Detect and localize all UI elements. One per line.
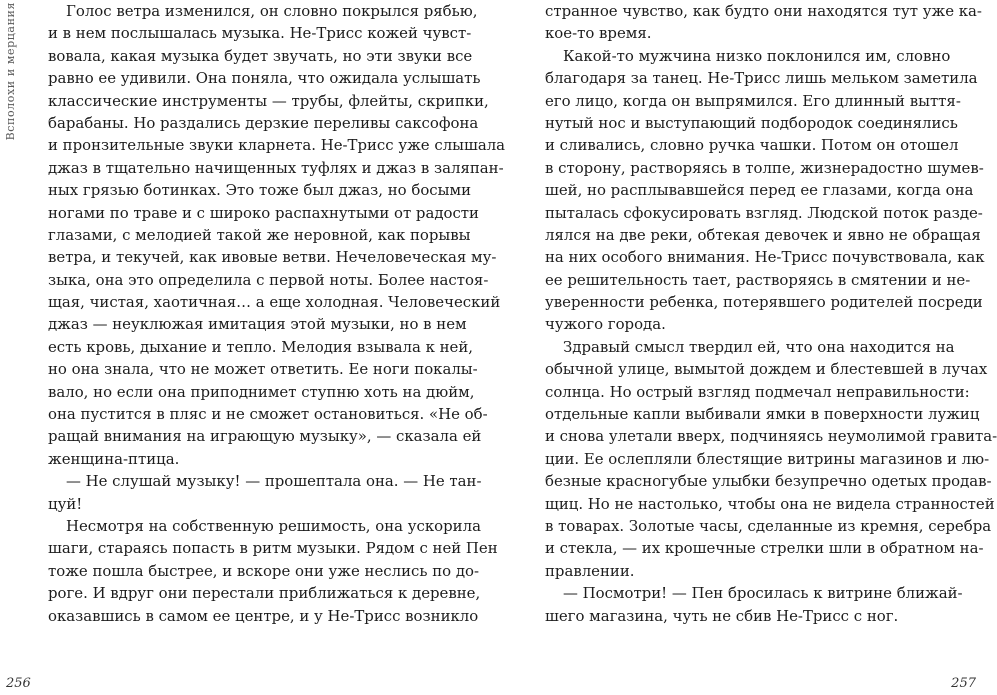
text-line: в товарах. Золотые часы, сделанные из кремня, серебра [545,516,992,535]
left-page-text [48,0,506,627]
text-line: его лицо, когда он выпрямился. Его длинный выття- [545,91,961,110]
text-line: ногами по траве и с широко распахнутыми от радости [48,203,479,222]
text-line: ращай внимания на играющую музыку», — сказала ей [48,427,482,446]
text-line: шаги, стараясь попасть в ритм музыки. Рядом с ней Пен [48,539,498,558]
text-line: Какой-то мужчина низко поклонился им, словно [563,46,951,65]
text-line: правлении. [545,561,635,580]
text-line: роге. И вдруг они перестали приближаться к деревне, [48,584,481,603]
text-line: пыталась сфокусировать взгляд. Людской поток разде- [545,203,983,222]
text-line: шего магазина, чуть не сбив Не-Трисс с ног. [545,606,899,625]
text-line: на них особого внимания. Не-Трисс почувствовала, как [545,248,985,267]
text-line: и сливались, словно ручка чашки. Потом он отошел [545,136,959,155]
text-line: — Посмотри! — Пен бросилась к витрине ближай- [563,584,963,603]
text-line: щая, чистая, хаотичная… а еще холодная. Человеческий [48,293,501,312]
text-line: и стекла, — их крошечные стрелки шли в обратном на- [545,539,984,558]
text-line: джаз в тщательно начищенных туфлях и джаз в заляпан- [48,158,504,177]
text-line: чужого города. [545,315,666,334]
text-line: нутый нос и выступающий подбородок соединялись [545,113,958,132]
text-line: шей, но расплывавшейся перед ее глазами, когда она [545,181,974,200]
text-line: Здравый смысл твердил ей, что она находится на [563,337,955,356]
text-line: ции. Ее ослепляли блестящие витрины магазинов и лю- [545,449,990,468]
text-line: обычной улице, вымытой дождем и блестевшей в лучах [545,360,988,379]
running-head [4,2,20,192]
text-line: джаз — неуклюжая имитация этой музыки, но в нем [48,315,467,334]
text-line: она пустится в пляс и не сможет остановиться. «Не об- [48,405,488,424]
text-line: классические инструменты — трубы, флейты, скрипки, [48,91,489,110]
text-line: и пронзительные звуки кларнета. Не-Трисс уже слышала [48,136,506,155]
text-line: уверенности ребенка, потерявшего родителей посреди [545,293,983,312]
text-line: ных грязью ботинках. Это тоже был джаз, но босыми [48,181,471,200]
running-head-text: Всполохи и мерцания [4,2,17,141]
page-number-left: 256 [6,676,31,691]
text-line: вовала, какая музыка будет звучать, но эти звуки все [48,46,473,65]
text-line: глазами, с мелодией такой же неровной, как порывы [48,225,471,244]
text-line: солнца. Но острый взгляд подмечал неправильности: [545,382,970,401]
text-line: есть кровь, дыхание и тепло. Мелодия взывала к ней, [48,337,474,356]
right-page [492,0,997,695]
text-line: тоже пошла быстрее, и вскоре они уже неслись по до- [48,561,479,580]
text-line: Несмотря на собственную решимость, она ускорила [66,516,481,535]
text-line: Голос ветра изменился, он словно покрылся рябью, [66,2,478,20]
text-line: — Не слушай музыку! — прошептала она. — Не тан- [66,472,482,491]
text-line: и снова улетали вверх, подчиняясь неумолимой гравита- [545,427,997,446]
text-line: зыка, она это определила с первой ноты. Более настоя- [48,270,489,289]
text-line: женщина-птица. [48,449,180,468]
text-line: барабаны. Но раздались дерзкие переливы саксофона [48,113,479,132]
text-line: щиц. Но не настолько, чтобы она не видела странностей [545,494,995,513]
text-line: цуй! [48,494,83,513]
text-line: но она знала, что не может ответить. Ее ноги покалы- [48,360,478,379]
text-line: ветра, и текучей, как ивовые ветви. Нечеловеческая му- [48,248,497,267]
text-line: благодаря за танец. Не-Трисс лишь мельком заметила [545,69,978,88]
text-line: в сторону, растворяясь в толпе, жизнерадостно шумев- [545,158,984,177]
text-line: равно ее удивили. Она поняла, что ожидала услышать [48,69,481,88]
right-page-text [545,0,997,627]
text-line: лялся на две реки, обтекая девочек и явно не обращая [545,225,981,244]
text-line: и в нем послышалась музыка. Не-Трисс кожей чувст- [48,24,472,43]
page-number-right: 257 [951,676,976,691]
text-line: вало, но если она приподнимет ступню хоть на дюйм, [48,382,475,401]
text-line: кое-то время. [545,24,652,43]
text-line: отдельные капли выбивали ямки в поверхности лужиц [545,405,980,424]
text-line: ее решительность тает, растворяясь в смятении и не- [545,270,971,289]
text-line: странное чувство, как будто они находятся тут уже ка- [545,2,982,20]
text-line: безные красногубые улыбки безупречно одетых продав- [545,472,992,491]
text-line: оказавшись в самом ее центре, и у Не-Трисс возникло [48,606,479,625]
